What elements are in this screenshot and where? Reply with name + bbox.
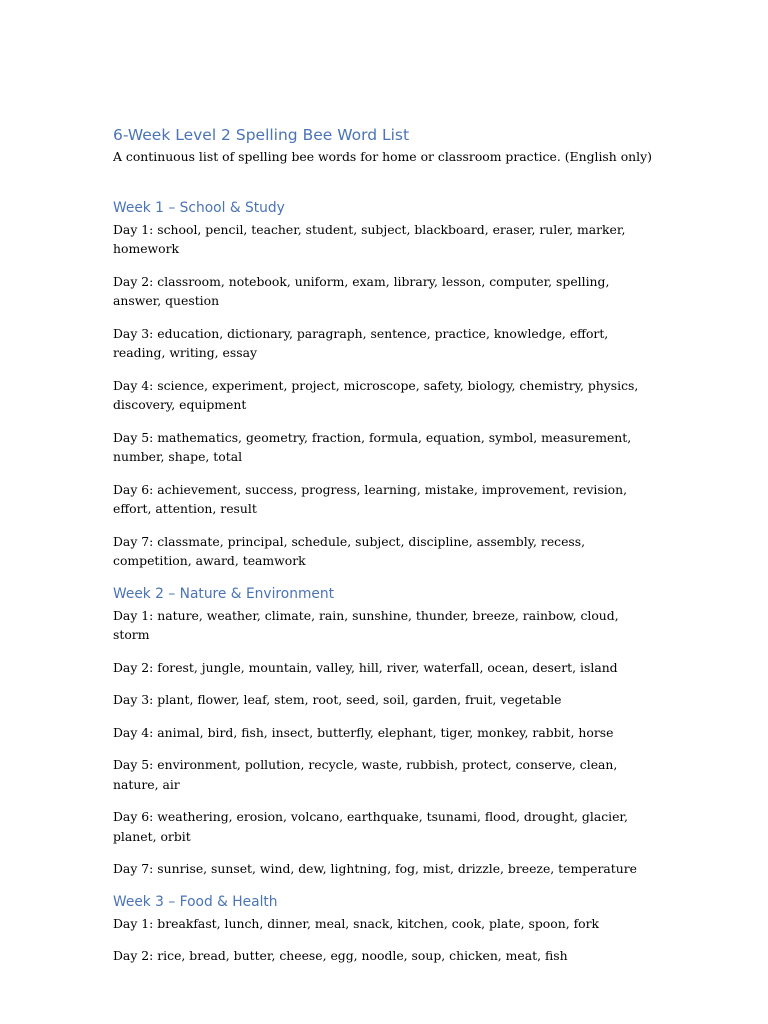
week-heading: Week 2 – Nature & Environment	[113, 585, 335, 602]
day-line: Day 5: environment, pollution, recycle, waste, rubbish, protect, conserve, clean, nature, air	[113, 757, 618, 792]
day-line: Day 3: education, dictionary, paragraph, sentence, practice, knowledge, effort, reading, writing, essay	[113, 325, 609, 360]
week-day-list	[113, 606, 658, 879]
week-day-list	[113, 914, 658, 966]
day-line: Day 1: breakfast, lunch, dinner, meal, snack, kitchen, cook, plate, spoon, fork	[113, 915, 600, 931]
day-line: Day 6: achievement, success, progress, learning, mistake, improvement, revision, effort, attention, result	[113, 481, 628, 516]
day-line: Day 1: nature, weather, climate, rain, sunshine, thunder, breeze, rainbow, cloud, storm	[113, 607, 619, 642]
week-section-2	[113, 585, 658, 879]
day-line: Day 6: weathering, erosion, volcano, earthquake, tsunami, flood, drought, glacier, planet, orbit	[113, 809, 628, 844]
week-day-list	[113, 220, 658, 571]
document-subtitle: A continuous list of spelling bee words for home or classroom practice. (English only)	[113, 149, 652, 164]
day-line: Day 4: science, experiment, project, microscope, safety, biology, chemistry, physics, discovery, equipment	[113, 377, 639, 412]
day-line: Day 7: classmate, principal, schedule, subject, discipline, assembly, recess, competition, award, teamwork	[113, 533, 586, 568]
week-heading: Week 1 – School & Study	[113, 199, 285, 216]
document-title: 6-Week Level 2 Spelling Bee Word List	[113, 126, 410, 144]
week-section-1	[113, 199, 658, 571]
day-line: Day 3: plant, flower, leaf, stem, root, seed, soil, garden, fruit, vegetable	[113, 692, 562, 707]
week-heading: Week 3 – Food & Health	[113, 893, 278, 910]
day-line: Day 2: forest, jungle, mountain, valley, hill, river, waterfall, ocean, desert, island	[113, 659, 618, 675]
day-line: Day 4: animal, bird, fish, insect, butterfly, elephant, tiger, monkey, rabbit, horse	[113, 724, 614, 740]
week-section-3	[113, 893, 658, 966]
day-line: Day 2: rice, bread, butter, cheese, egg, noodle, soup, chicken, meat, fish	[113, 948, 568, 963]
day-line: Day 2: classroom, notebook, uniform, exam, library, lesson, computer, spelling, answer, question	[113, 273, 610, 308]
document-page	[113, 124, 658, 966]
day-line: Day 5: mathematics, geometry, fraction, formula, equation, symbol, measurement, number, shape, total	[113, 429, 632, 464]
day-line: Day 7: sunrise, sunset, wind, dew, lightning, fog, mist, drizzle, breeze, temperature	[113, 861, 638, 876]
day-line: Day 1: school, pencil, teacher, student, subject, blackboard, eraser, ruler, marker, homework	[113, 221, 626, 256]
